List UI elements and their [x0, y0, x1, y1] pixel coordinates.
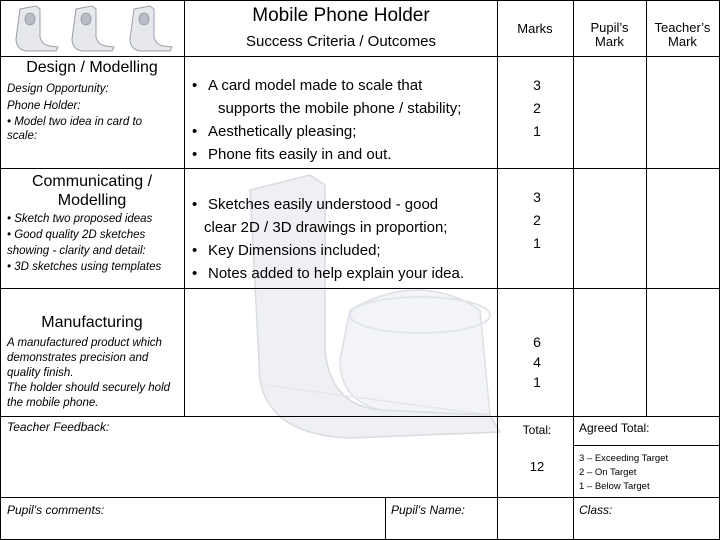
- grid-line: [573, 445, 720, 446]
- manufacturing-heading: Manufacturing: [41, 314, 143, 331]
- page-title: Mobile Phone Holder: [252, 5, 430, 26]
- holder-thumbnail-3: [120, 3, 176, 53]
- total-value: 12: [529, 459, 545, 474]
- design-notes: Design Opportunity: Phone Holder: • Model two idea in card to scale:: [7, 83, 143, 142]
- communicating-heading: Communicating / Modelling: [31, 173, 153, 209]
- agreed-total-label: Agreed Total:: [579, 421, 650, 435]
- holder-thumbnail-2: [62, 3, 118, 53]
- class-label: Class:: [579, 503, 613, 517]
- grid-line: [0, 416, 720, 417]
- grid-line: [0, 288, 720, 289]
- holder-thumbnail-1: [6, 3, 60, 53]
- manufacturing-notes: A manufactured product which demonstrates precision and quality finish. The holder should securely hold the mobile phone.: [7, 337, 171, 409]
- target-key: 3 – Exceeding Target 2 – On Target 1 – Below Target: [579, 453, 669, 492]
- communicating-notes: • Sketch two proposed ideas • Good quality 2D sketches showing - clarity and detail: • 3D sketches using templates: [7, 213, 162, 273]
- grid-line: [0, 0, 720, 1]
- grid-line: [0, 497, 720, 498]
- grid-line: [184, 56, 185, 416]
- grid-line: [0, 0, 1, 540]
- pupil-comments-label: Pupil’s comments:: [7, 503, 105, 517]
- communicating-marks: 3 2 1: [533, 189, 541, 251]
- design-heading: Design / Modelling: [26, 59, 158, 76]
- pupil-mark-header: Pupil’s Mark: [590, 20, 629, 49]
- grid-line: [0, 168, 720, 169]
- teacher-feedback-label: Teacher Feedback:: [7, 420, 110, 434]
- design-criteria: • A card model made to scale that supports the mobile phone / stability; • Aesthetically pleasing; • Phone fits easily in and out.: [192, 74, 461, 166]
- grid-line: [646, 0, 647, 416]
- page-subtitle: Success Criteria / Outcomes: [245, 33, 437, 50]
- marks-column-header: Marks: [517, 21, 553, 36]
- design-marks: 3 2 1: [533, 77, 541, 139]
- teacher-mark-header: Teacher’s Mark: [654, 20, 711, 49]
- communicating-criteria: • Sketches easily understood - good clear 2D / 3D drawings in proportion; • Key Dimensions included; • Notes added to help explain your idea.: [192, 193, 464, 285]
- pupil-name-label: Pupil’s Name:: [391, 503, 465, 517]
- grid-line: [0, 56, 720, 57]
- total-label: Total:: [522, 423, 552, 437]
- manufacturing-marks: 6 4 1: [533, 334, 541, 390]
- grid-line: [385, 497, 386, 540]
